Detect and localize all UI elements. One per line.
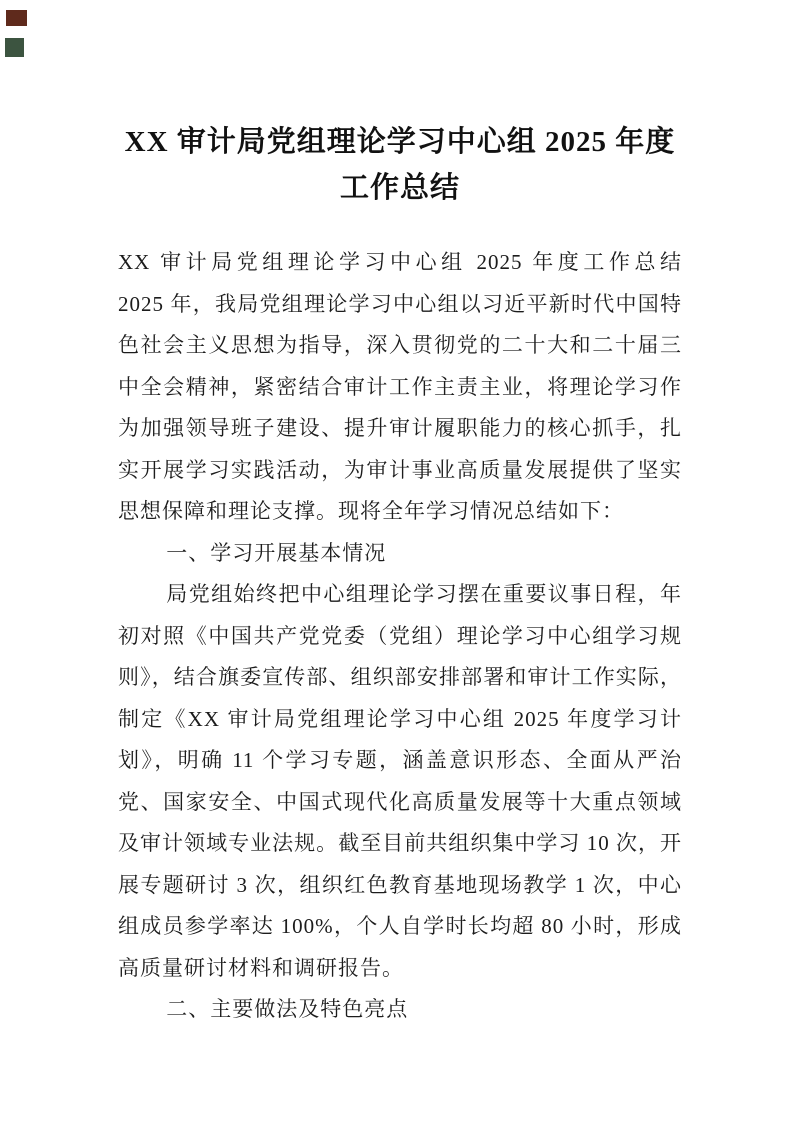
section-heading-2: 二、主要做法及特色亮点	[166, 997, 409, 1021]
document-body	[118, 242, 726, 1031]
paragraph-learning-overview: 局党组始终把中心组理论学习摆在重要议事日程，年初对照《中国共产党党委（党组）理论学习中心组学习规则》，结合旗委宣传部、组织部安排部署和审计工作实际，制定《XX 审计局党组理论学习中心组 2025 年度学习计划》，明确 11 个学习专题，涵盖意识形态、全面从严治党、国家安全、中国式现代化高质量发展等十大重点领域及审计领域专业法规。截至目前共组织集中学习 10 次，开展专题研讨 3 次，组织红色教育基地现场教学 1 次，中心组成员参学率达 100%，个人自学时长均超 80 小时，形成高质量研讨材料和调研报告。	[118, 582, 682, 980]
red-corner-mark	[6, 10, 27, 26]
paragraph-overview: XX 审计局党组理论学习中心组 2025 年度工作总结 2025 年，我局党组理论学习中心组以习近平新时代中国特色社会主义思想为指导，深入贯彻党的二十大和二十届三中全会精神，紧密结合审计工作主责主业，将理论学习作为加强领导班子建设、提升审计履职能力的核心抓手，扎实开展学习实践活动，为审计事业高质量发展提供了坚实思想保障和理论支撑。现将全年学习情况总结如下：	[118, 250, 726, 523]
section-heading-1: 一、学习开展基本情况	[166, 540, 387, 565]
document-title: XX 审计局党组理论学习中心组 2025 年度工作总结	[124, 126, 676, 204]
green-corner-mark	[5, 38, 24, 57]
